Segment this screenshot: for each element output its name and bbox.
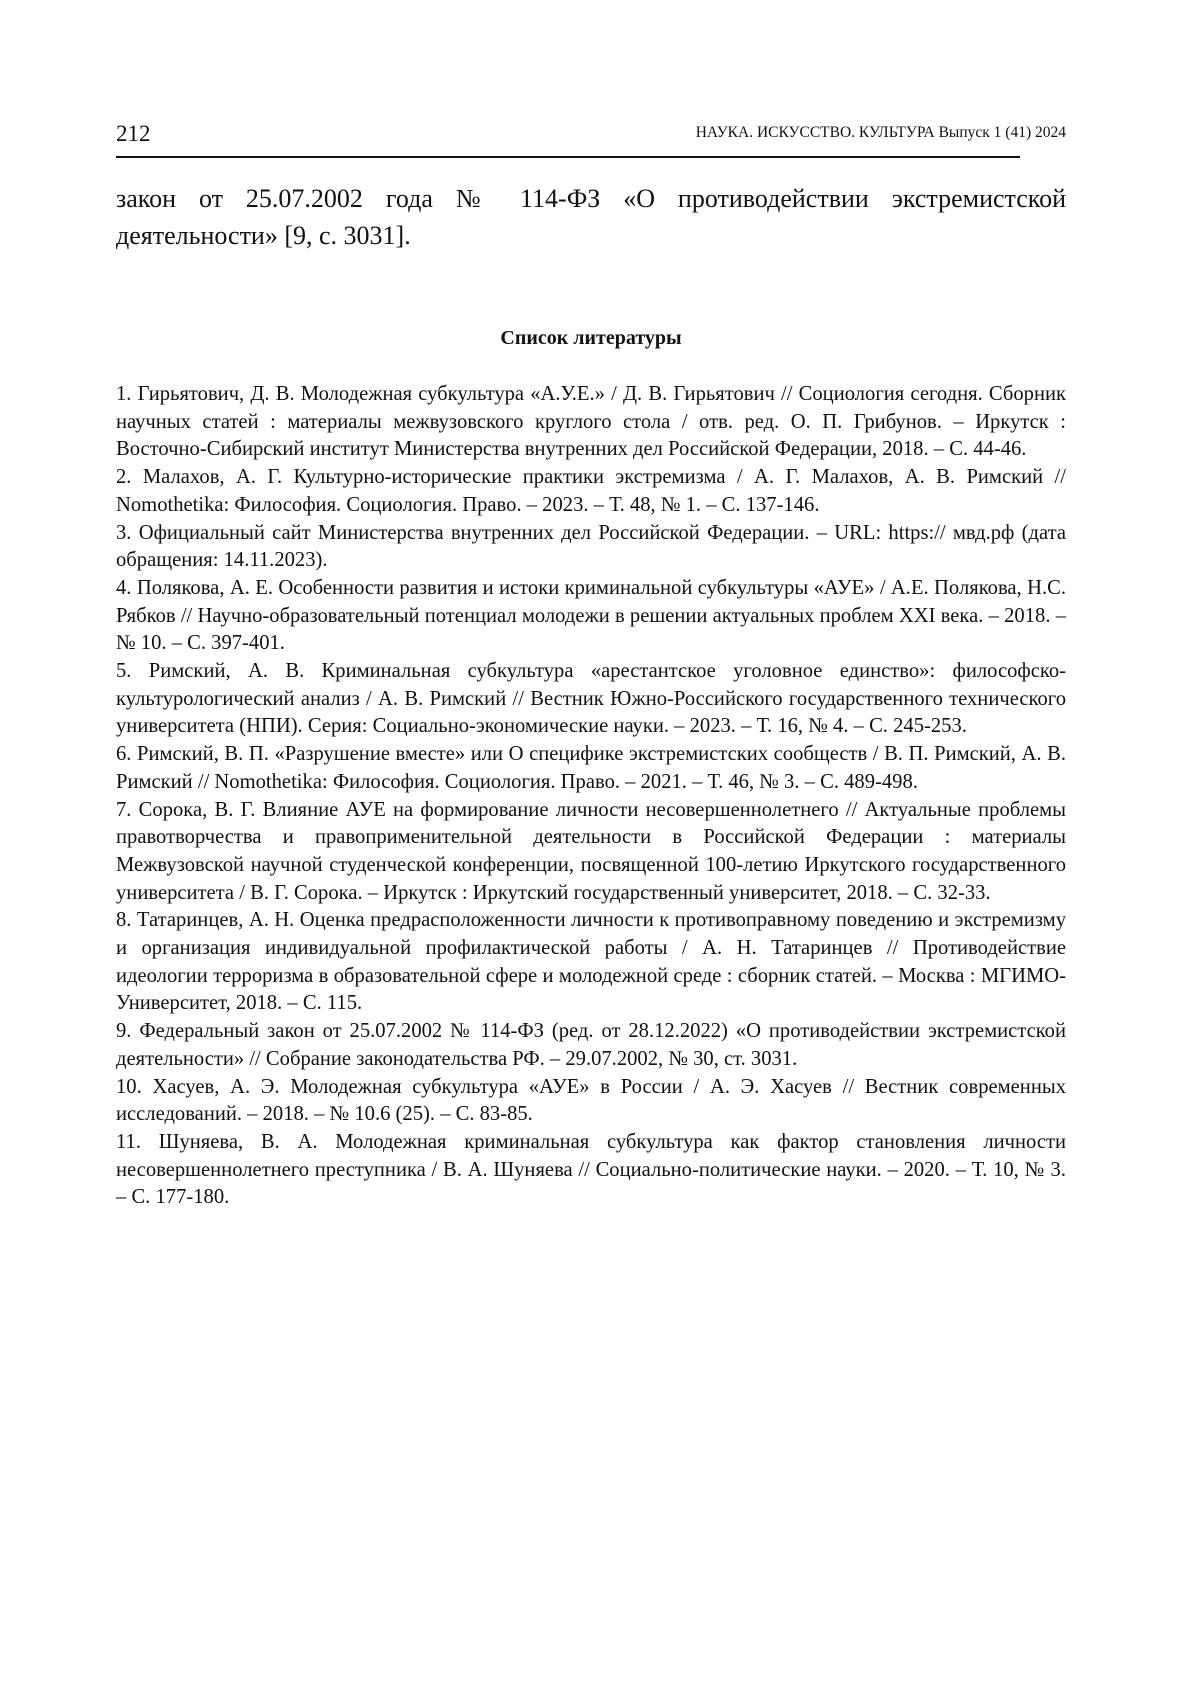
reference-item: 1. Гирьятович, Д. В. Молодежная субкультура «А.У.Е.» / Д. В. Гирьятович // Социология сегодня. Сборник научных статей : материалы межвузовского круглого стола / отв. ред. О. П. Грибунов. – Иркутск : Восточно-Сибирский институт Министерства внутренних дел Российской Федерации, 2018. – С. 44-46.: [116, 381, 1066, 464]
reference-item: 3. Официальный сайт Министерства внутренних дел Российской Федерации. – URL: https:// мвд.рф (дата обращения: 14.11.2023).: [116, 520, 1066, 575]
reference-item: 6. Римский, В. П. «Разрушение вместе» или О специфике экстремистских сообществ / В. П. Римский, А. В. Римский // Nomothetika: Философия. Социология. Право. – 2021. – Т. 46, № 3. – С. 489-498.: [116, 741, 1066, 796]
reference-item: 4. Полякова, А. Е. Особенности развития и истоки криминальной субкультуры «АУЕ» / А.Е. Полякова, Н.С. Рябков // Научно-образовательный потенциал молодежи в решении актуальных проблем XXI века. – 2018. – № 10. – С. 397-401.: [116, 575, 1066, 658]
reference-item: 9. Федеральный закон от 25.07.2002 № 114-ФЗ (ред. от 28.12.2022) «О противодействии экстремистской деятельности» // Собрание законодательства РФ. – 29.07.2002, № 30, ст. 3031.: [116, 1018, 1066, 1073]
reference-item: 8. Татаринцев, А. Н. Оценка предрасположенности личности к противоправному поведению и экстремизму и организация индивидуальной профилактической работы / А. Н. Татаринцев // Противодействие идеологии терроризма в образовательной сфере и молодежной среде : сборник статей. – Москва : МГИМО-Университет, 2018. – С. 115.: [116, 907, 1066, 1018]
reference-item: 10. Хасуев, А. Э. Молодежная субкультура «АУЕ» в России / А. Э. Хасуев // Вестник современных исследований. – 2018. – № 10.6 (25). – С. 83-85.: [116, 1074, 1066, 1129]
references-heading: Список литературы: [116, 324, 1066, 352]
header-rule: [116, 156, 1020, 158]
reference-item: 2. Малахов, А. Г. Культурно-исторические практики экстремизма / А. Г. Малахов, А. В. Римский // Nomothetika: Философия. Социология. Право. – 2023. – Т. 48, № 1. – С. 137-146.: [116, 464, 1066, 519]
page-number: 212: [116, 120, 151, 148]
page-header: [116, 120, 1066, 152]
body-paragraph: закон от 25.07.2002 года № 114-ФЗ «О противодействии экстремистской деятельности» [9, с. 3031].: [116, 180, 1066, 254]
reference-item: 5. Римский, А. В. Криминальная субкультура «арестантское уголовное единство»: философско-культурологический анализ / А. В. Римский // Вестник Южно-Российского государственного технического университета (НПИ). Серия: Социально-экономические науки. – 2023. – Т. 16, № 4. – С. 245-253.: [116, 658, 1066, 741]
document-page: [0, 0, 1200, 1697]
reference-list: [116, 381, 1066, 1212]
reference-item: 11. Шуняева, В. А. Молодежная криминальная субкультура как фактор становления личности несовершеннолетнего преступника / В. А. Шуняева // Социально-политические науки. – 2020. – Т. 10, № 3. – С. 177-180.: [116, 1129, 1066, 1212]
reference-item: 7. Сорока, В. Г. Влияние АУЕ на формирование личности несовершеннолетнего // Актуальные проблемы правотворчества и правоприменительной деятельности в Российской Федерации : материалы Межвузовской научной студенческой конференции, посвященной 100-летию Иркутского государственного университета / В. Г. Сорока. – Иркутск : Иркутский государственный университет, 2018. – С. 32-33.: [116, 797, 1066, 908]
journal-title: НАУКА. ИСКУССТВО. КУЛЬТУРА Выпуск 1 (41) 2024: [696, 121, 1066, 145]
